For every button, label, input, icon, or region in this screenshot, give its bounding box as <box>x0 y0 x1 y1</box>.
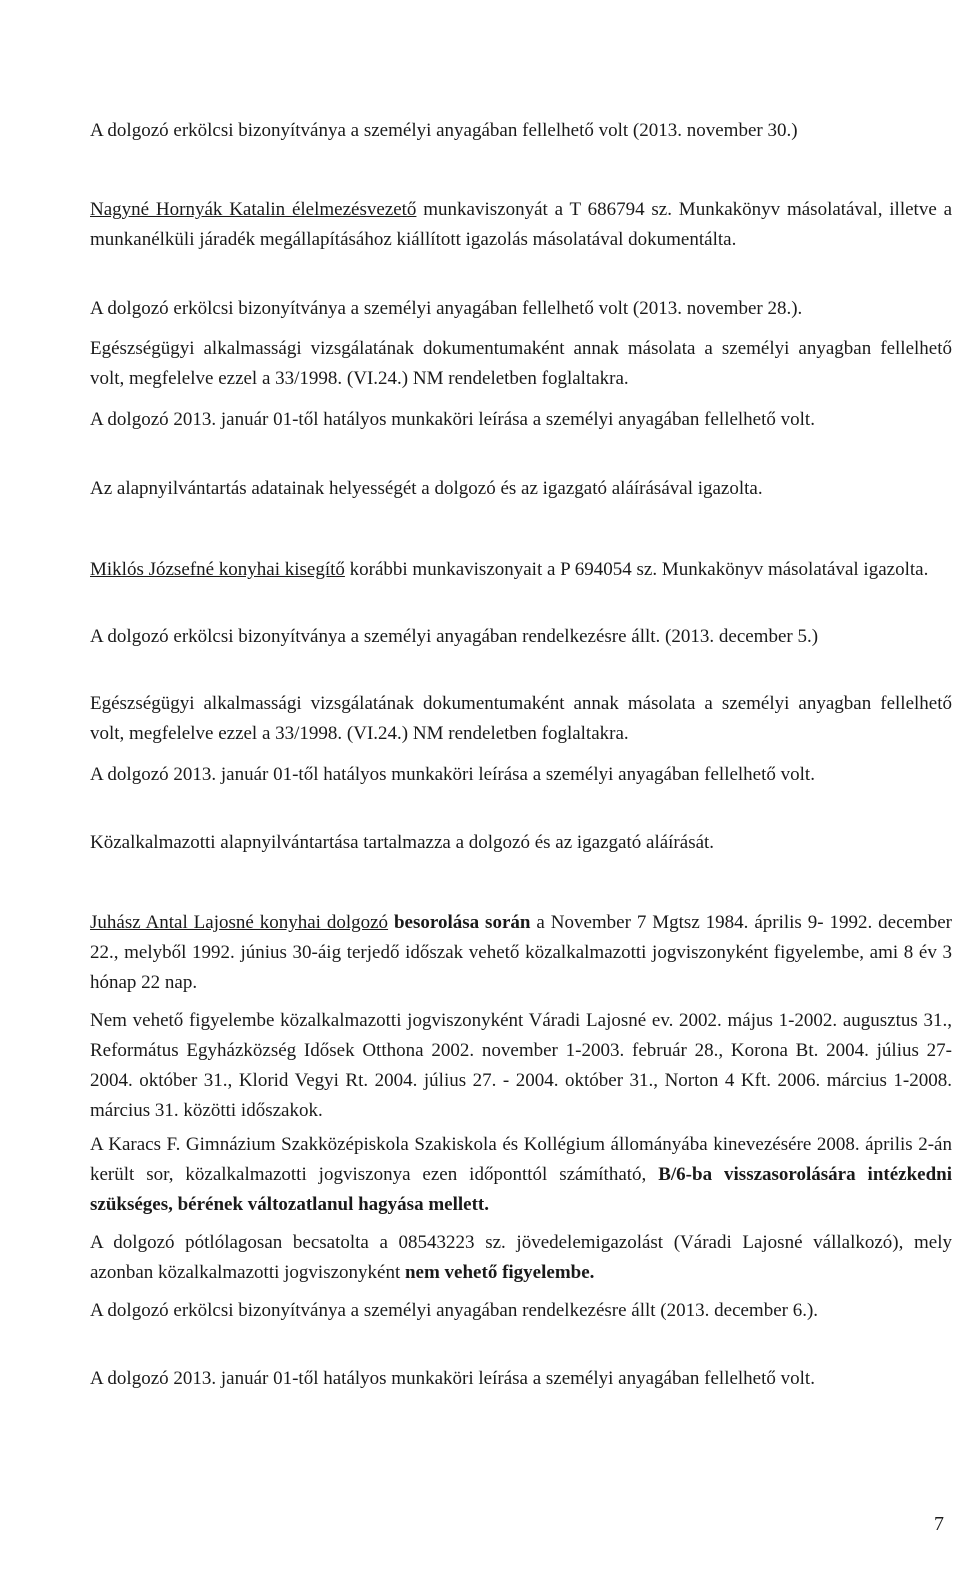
paragraph-15 <box>90 1228 952 1288</box>
paragraph-8-text: A dolgozó erkölcsi bizonyítványa a személyi anyagában rendelkezésre állt. (2013. december 5.) <box>90 626 819 647</box>
paragraph-16 <box>90 1296 952 1326</box>
paragraph-10-text: A dolgozó 2013. január 01-től hatályos munkaköri leírása a személyi anyagában fellelhető volt. <box>90 764 815 785</box>
paragraph-6 <box>90 474 952 504</box>
paragraph-2-text: munkaviszonyát a T 686794 sz. Munkakönyv másolatával, illetve a munkanélküli járadék megállapításához kiállított igazolás másolatával dokumentálta. <box>90 199 953 250</box>
paragraph-12-bold: besorolása során <box>388 912 531 933</box>
paragraph-8 <box>90 622 952 652</box>
paragraph-1 <box>90 116 952 146</box>
paragraph-10 <box>90 760 952 790</box>
paragraph-1-text: A dolgozó erkölcsi bizonyítványa a személyi anyagában fellelhető volt (2013. november 30.) <box>90 120 798 141</box>
paragraph-6-text: Az alapnyilvántartás adatainak helyességét a dolgozó és az igazgató aláírásával igazolta. <box>90 478 763 499</box>
paragraph-15-bold: nem vehető figyelembe. <box>404 1262 595 1283</box>
paragraph-9 <box>90 689 952 749</box>
paragraph-13 <box>90 1006 952 1126</box>
page-number: 7 <box>934 1513 944 1535</box>
paragraph-11 <box>90 828 952 858</box>
paragraph-7-text: korábbi munkaviszonyait a P 694054 sz. Munkakönyv másolatával igazolta. <box>344 559 929 580</box>
paragraph-12 <box>90 908 952 998</box>
paragraph-3 <box>90 294 952 324</box>
paragraph-14 <box>90 1130 952 1220</box>
paragraph-3-text: A dolgozó erkölcsi bizonyítványa a személyi anyagában fellelhető volt (2013. november 28.). <box>90 298 803 319</box>
paragraph-11-text: Közalkalmazotti alapnyilvántartása tartalmazza a dolgozó és az igazgató aláírását. <box>90 832 715 853</box>
paragraph-4 <box>90 334 952 394</box>
paragraph-14-text: A Karacs F. Gimnázium Szakközépiskola Szakiskola és Kollégium állományába kinevezésére 2008. április 2-án került sor, közalkalmazotti jogviszonya ezen időponttól számítható, <box>90 1134 952 1185</box>
paragraph-5-text: A dolgozó 2013. január 01-től hatályos munkaköri leírása a személyi anyagában fellelhető volt. <box>90 409 815 430</box>
paragraph-9-text: Egészségügyi alkalmassági vizsgálatának dokumentumaként annak másolata a személyi anyagban fellelhető volt, megfelelve ezzel a 33/1998. (VI.24.) NM rendeletben foglaltakra. <box>90 693 952 744</box>
paragraph-5 <box>90 405 952 435</box>
paragraph-13-text: Nem vehető figyelembe közalkalmazotti jogviszonyként Váradi Lajosné ev. 2002. május 1-2002. augusztus 31., Református Egyházközség Idősek Otthona 2002. november 1-2003. február 28., Korona Bt. 2004. július 27-2004. október 31., Klorid Vegyi Rt. 2004. július 27. - 2004. október 31., Norton 4 Kft. 2006. március 1-2008. március 31. közötti időszakok. <box>90 1010 952 1121</box>
paragraph-17-text: A dolgozó 2013. január 01-től hatályos munkaköri leírása a személyi anyagában fellelhető volt. <box>90 1368 815 1389</box>
paragraph-14-bold: B/6-ba visszasorolására intézkedni szükséges, bérének változatlanul hagyása mellett. <box>90 1164 952 1215</box>
paragraph-17 <box>90 1364 952 1394</box>
paragraph-7 <box>90 555 952 585</box>
paragraph-16-text: A dolgozó erkölcsi bizonyítványa a személyi anyagában rendelkezésre állt (2013. december 6.). <box>90 1300 819 1321</box>
employee-name-1: Nagyné Hornyák Katalin élelmezésvezető <box>90 199 417 220</box>
employee-name-3: Juhász Antal Lajosné konyhai dolgozó <box>90 912 389 933</box>
paragraph-15-text: A dolgozó pótlólagosan becsatolta a 08543223 sz. jövedelemigazolást (Váradi Lajosné vállalkozó), mely azonban közalkalmazotti jogviszonyként <box>90 1232 952 1283</box>
paragraph-12-text: a November 7 Mgtsz 1984. április 9- 1992. december 22., melyből 1992. június 30-áig terjedő időszak vehető közalkalmazotti jogviszonyként figyelembe, ami 8 év 3 hónap 22 nap. <box>90 912 952 993</box>
paragraph-2 <box>90 195 952 255</box>
paragraph-4-text: Egészségügyi alkalmassági vizsgálatának dokumentumaként annak másolata a személyi anyagban fellelhető volt, megfelelve ezzel a 33/1998. (VI.24.) NM rendeletben foglaltakra. <box>90 338 952 389</box>
employee-name-2: Miklós Józsefné konyhai kisegítő <box>90 559 345 580</box>
